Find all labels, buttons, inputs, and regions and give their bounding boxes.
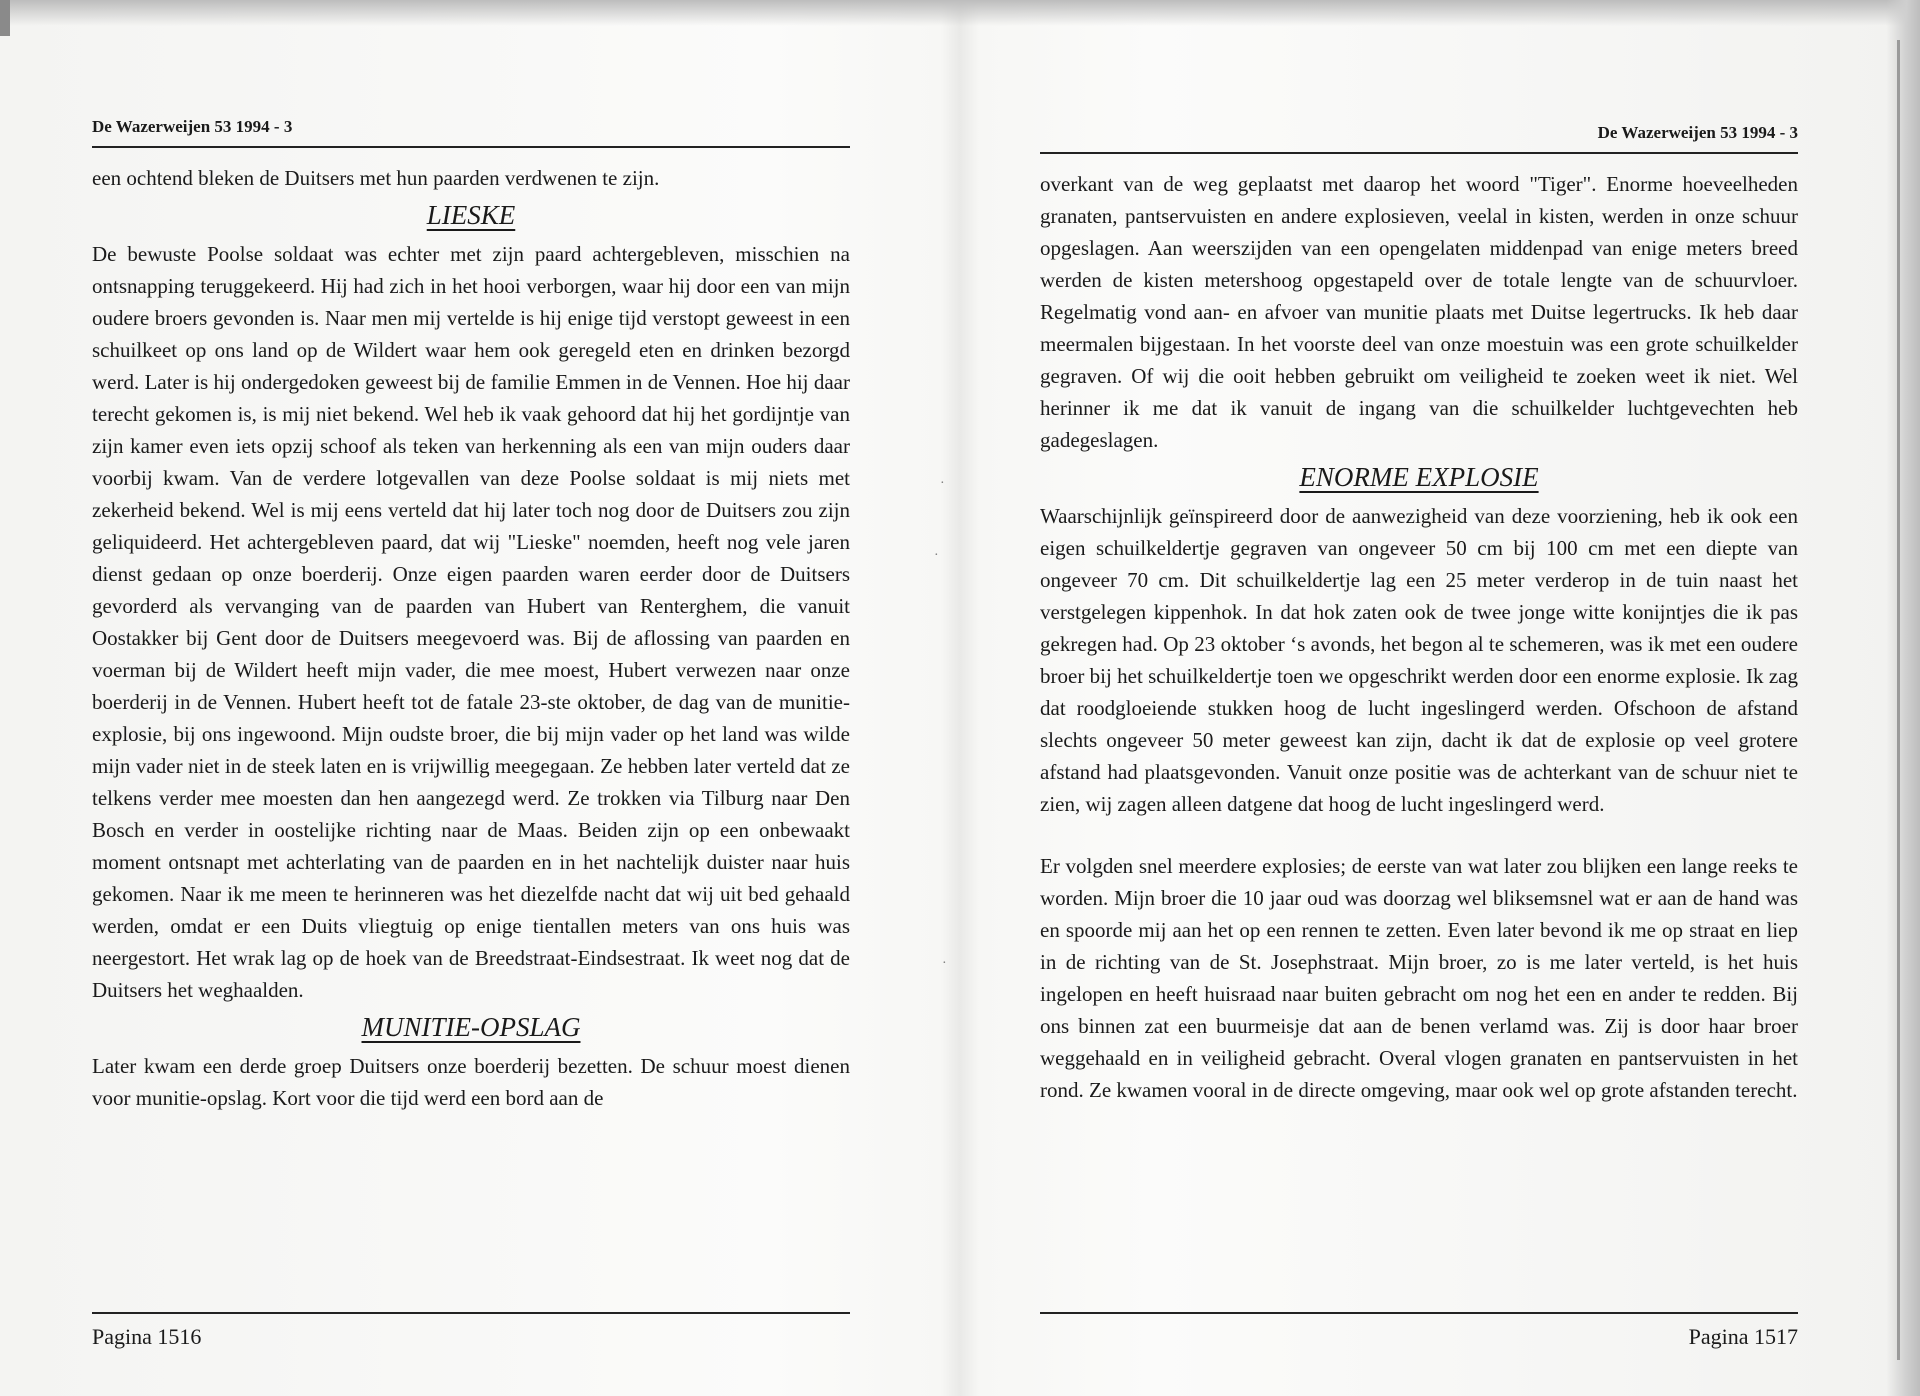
gutter-speck: · (942, 956, 947, 971)
gutter-speck: · (940, 476, 945, 491)
left-page (92, 98, 850, 1349)
page-edge-shadow (1886, 0, 1920, 1396)
section-heading-text: ENORME EXPLOSIE (1299, 462, 1539, 492)
page-number: Pagina 1517 (1688, 1324, 1798, 1349)
running-head: De Wazerweijen 53 1994 - 3 (1597, 123, 1798, 142)
running-head: De Wazerweijen 53 1994 - 3 (92, 117, 293, 136)
scan-corner-mark (0, 0, 10, 36)
header-rule (92, 146, 850, 148)
page-edge-line (1897, 40, 1900, 1360)
right-page (1040, 98, 1798, 1349)
page-number: Pagina 1516 (92, 1324, 202, 1349)
paragraph: Later kwam een derde groep Duitsers onze boerderij bezetten. De schuur moest dienen voor munitie-opslag. Kort voor die tijd werd een bord aan de (92, 1054, 850, 1110)
section-heading-text: LIESKE (426, 200, 516, 230)
section-heading-text: MUNITIE-OPSLAG (361, 1012, 581, 1042)
paragraph: De bewuste Poolse soldaat was echter met zijn paard achtergebleven, misschien na ontsnapping teruggekeerd. Hij had zich in het hooi verborgen, waar hij door een van mijn oudere broers gevonden is. Naar men mij vertelde is hij enige tijd verstopt geweest in een schuilkeet op ons land op de Wildert waar hem ook geregeld eten en drinken bezorgd werd. Later is hij ondergedoken geweest bij de familie Emmen in de Vennen. Hoe hij daar terecht gekomen is, is mij niet bekend. Wel heb ik vaak gehoord dat hij het gordijntje van zijn kamer even iets opzij schoof als teken van herkenning als een van mijn ouders daar voorbij kwam. Van de verdere lotgevallen van deze Poolse soldaat is mij niets met zekerheid bekend. Wel is mij eens verteld dat hij later toch nog door de Duitsers zou zijn geliquideerd. Het achtergebleven paard, dat wij "Lieske" noemden, heeft nog vele jaren dienst gedaan op onze boerderij. Onze eigen paarden waren eerder door de Duitsers gevorderd als vervanging van de paarden van Hubert van Renterghem, die vanuit Oostakker bij Gent door de Duitsers meegevoerd was. Bij de aflossing van paarden en voerman bij de Wildert heeft mijn vader, die mee moest, Hubert verwezen naar onze boerderij in de Vennen. Hubert heeft tot de fatale 23-ste oktober, de dag van de munitie-explosie, bij ons ingewoond. Mijn oudste broer, die bij mijn vader op het land was wilde mijn vader niet in de steek laten en is vrijwillig meegegaan. Ze hebben later verteld dat ze telkens verder mee moesten dan hen aangezegd werd. Ze trokken via Tilburg naar Den Bosch en verder in oostelijke richting naar de Maas. Beiden zijn op een onbewaakt moment ontsnapt met achterlating van de paarden en in het nachtelijk duister naar huis gekomen. Naar ik me meen te herinneren was het diezelfde nacht dat wij uit bed gehaald werden, omdat er een Duits vliegtuig op enige tientallen meters van ons huis was neergestort. Het wrak lag op de hoek van de Breedstraat-Eindsestraat. Ik weet nog dat de Duitsers het weghaalden. (92, 242, 850, 1002)
section-heading-lieske (92, 196, 850, 234)
header-rule (1040, 152, 1798, 154)
footer-rule (92, 1312, 850, 1314)
paragraph: overkant van de weg geplaatst met daarop het woord "Tiger". Enorme hoeveelheden granaten, pantservuisten en andere explosieven, veelal in kisten, werden in onze schuur opgeslagen. Aan weerszijden van een opengelaten middenpad van enige meters breed werden de kisten metershoog opgestapeld over de totale lengte van de schuurvloer. Regelmatig vond aan- en afvoer van munitie plaats met Duitse legertrucks. Ik heb daar meermalen bijgestaan. In het voorste deel van onze moestuin was een grote schuilkelder gegraven. Of wij die ooit hebben gebruikt om veiligheid te zoeken weet ik niet. Wel herinner ik me dat ik vanuit de ingang van die schuilkelder luchtgevechten heb gadegeslagen. (1040, 172, 1798, 452)
paragraph: Er volgden snel meerdere explosies; de eerste van wat later zou blijken een lange reeks te worden. Mijn broer die 10 jaar oud was doorzag wel bliksemsnel wat er aan de hand was en spoorde mij aan het op een rennen te zetten. Even later bevond ik me op straat en liep in de richting van de St. Josephstraat. Mijn broer, zo is me later verteld, is het huis ingelopen en heeft huisraad naar buiten gebracht om nog het een en ander te redden. Bij ons binnen zat een buurmeisje dat aan de benen verlamd was. Zij is door haar broer weggehaald en in veiligheid gebracht. Overal vlogen granaten en pantservuisten in het rond. Ze kwamen vooral in de directe omgeving, maar ook wel op grote afstanden terecht. (1040, 854, 1798, 1102)
footer-rule (1040, 1312, 1798, 1314)
scan-top-shadow (0, 0, 1920, 26)
paragraph-gap (1040, 820, 1798, 850)
page-body (92, 162, 850, 1114)
section-heading-munitie-opslag (92, 1008, 850, 1046)
gutter-speck: · (934, 548, 939, 563)
paragraph: een ochtend bleken de Duitsers met hun paarden verdwenen te zijn. (92, 166, 660, 190)
paragraph: Waarschijnlijk geïnspireerd door de aanwezigheid van deze voorziening, heb ik ook een eigen schuilkeldertje gegraven van ongeveer 50 cm bij 100 cm met een diepte van ongeveer 70 cm. Dit schuilkeldertje lag een 25 meter verderop in de tuin naast het verstgelegen kippenhok. In dat hok zaten ook de twee jonge witte konijntjes die ik pas gekregen had. Op 23 oktober ‘s avonds, het begon al te schemeren, was ik met een oudere broer bij het schuilkeldertje toen we opgeschrikt werden door een enorme explosie. Ik zag dat roodgloeiende stukken hoog de lucht ingeslingerd werden. Ofschoon de afstand slechts ongeveer 50 meter geweest kan zijn, dacht ik dat de explosie op veel grotere afstand had plaatsgevonden. Vanuit onze positie was de achterkant van de schuur niet te zien, wij zagen alleen datgene dat hoog de lucht ingeslingerd werd. (1040, 504, 1798, 816)
page-body (1040, 168, 1798, 1106)
section-heading-enorme-explosie (1040, 458, 1798, 496)
